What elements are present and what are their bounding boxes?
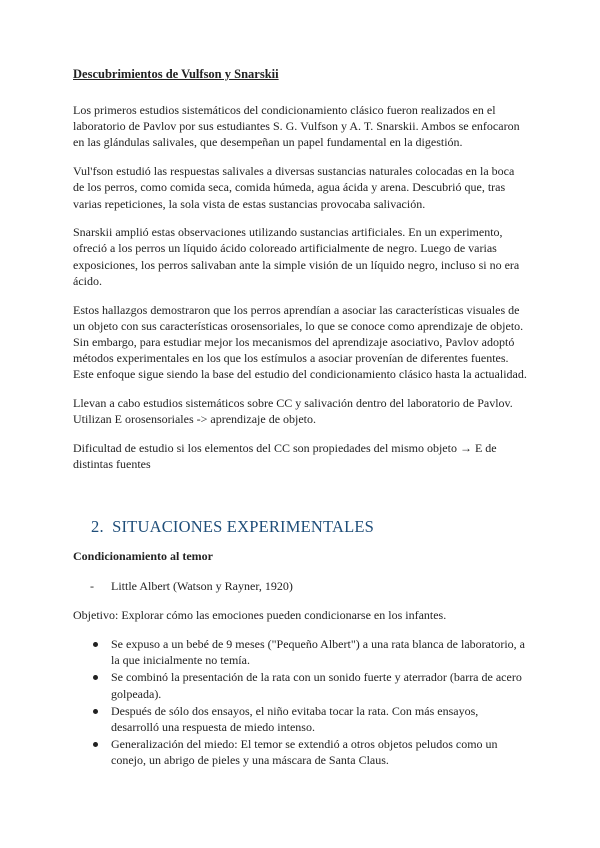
list-item <box>73 578 528 594</box>
paragraph: Llevan a cabo estudios sistemáticos sobre CC y salivación dentro del laboratorio de Pavlov. Utilizan E orosensoriales -> aprendizaje de objeto. <box>73 396 513 427</box>
dash-marker: - <box>90 579 94 594</box>
list-item <box>73 636 528 668</box>
list-item <box>73 736 528 768</box>
paragraph: Vul'fson estudió las respuestas salivales a diversas sustancias naturales colocadas en la boca de los perros, como comida seca, comida húmeda, agua ácida y arena. Descubrió que, tras varias repeticiones, la sola vista de estas sustancias provocaba salivación. <box>73 164 515 211</box>
subheading: Condicionamiento al temor <box>73 549 213 564</box>
bullet-icon <box>93 709 98 714</box>
objective-text: Objetivo: Explorar cómo las emociones pueden condicionarse en los infantes. <box>73 608 447 623</box>
document-title: Descubrimientos de Vulfson y Snarskii <box>73 67 279 81</box>
section-heading <box>91 517 528 537</box>
list-item-text: Se expuso a un bebé de 9 meses ("Pequeño Albert") a una rata blanca de laboratorio, a la que inicialmente no temía. <box>111 637 525 668</box>
paragraph: Estos hallazgos demostraron que los perros aprendían a asociar las características visuales de un objeto con sus características orosensoriales, lo que se conoce como aprendizaje de objeto. Sin embargo, para estudiar mejor los mecanismos del aprendizaje asociativo, Pavlov adoptó métodos experimentales en los que los estímulos a asociar provenían de diferentes fuentes. Este enfoque sigue siendo la base del estudio del condicionamiento clásico hasta la actualidad. <box>73 302 527 382</box>
paragraph: Snarskii amplió estas observaciones utilizando sustancias artificiales. En un experimento, ofreció a los perros un líquido ácido coloreado artificialmente de negro. Luego de varias exposiciones, los perros salivaban ante la simple visión de un líquido negro, incluso si no era ácido. <box>73 225 520 288</box>
dash-list <box>73 578 528 594</box>
list-item <box>73 703 528 735</box>
paragraph: Los primeros estudios sistemáticos del condicionamiento clásico fueron realizados en el laboratorio de Pavlov por sus estudiantes S. G. Vulfson y A. T. Snarskii. Ambos se enfocaron en las glándulas salivales, que desempeñan un papel fundamental en la digestión. <box>73 103 520 150</box>
list-item-text: Después de sólo dos ensayos, el niño evitaba tocar la rata. Con más ensayos, desarrolló una respuesta de miedo intenso. <box>111 703 479 735</box>
bullet-icon <box>93 675 98 680</box>
bullet-list <box>73 636 528 769</box>
paragraph: Dificultad de estudio si los elementos del CC son propiedades del mismo objeto → E de distintas fuentes <box>73 440 497 472</box>
section-number: 2. <box>91 517 104 537</box>
list-item-text: Little Albert (Watson y Rayner, 1920) <box>111 579 293 594</box>
bullet-icon <box>93 742 98 747</box>
section-title: SITUACIONES EXPERIMENTALES <box>112 517 375 537</box>
list-item-text: Se combinó la presentación de la rata con un sonido fuerte y aterrador (barra de acero golpeada). <box>111 670 522 701</box>
list-item-text: Generalización del miedo: El temor se extendió a otros objetos peludos como un conejo, un abrigo de pieles y una máscara de Santa Claus. <box>111 737 498 768</box>
list-item <box>73 669 528 701</box>
bullet-icon <box>93 642 98 647</box>
